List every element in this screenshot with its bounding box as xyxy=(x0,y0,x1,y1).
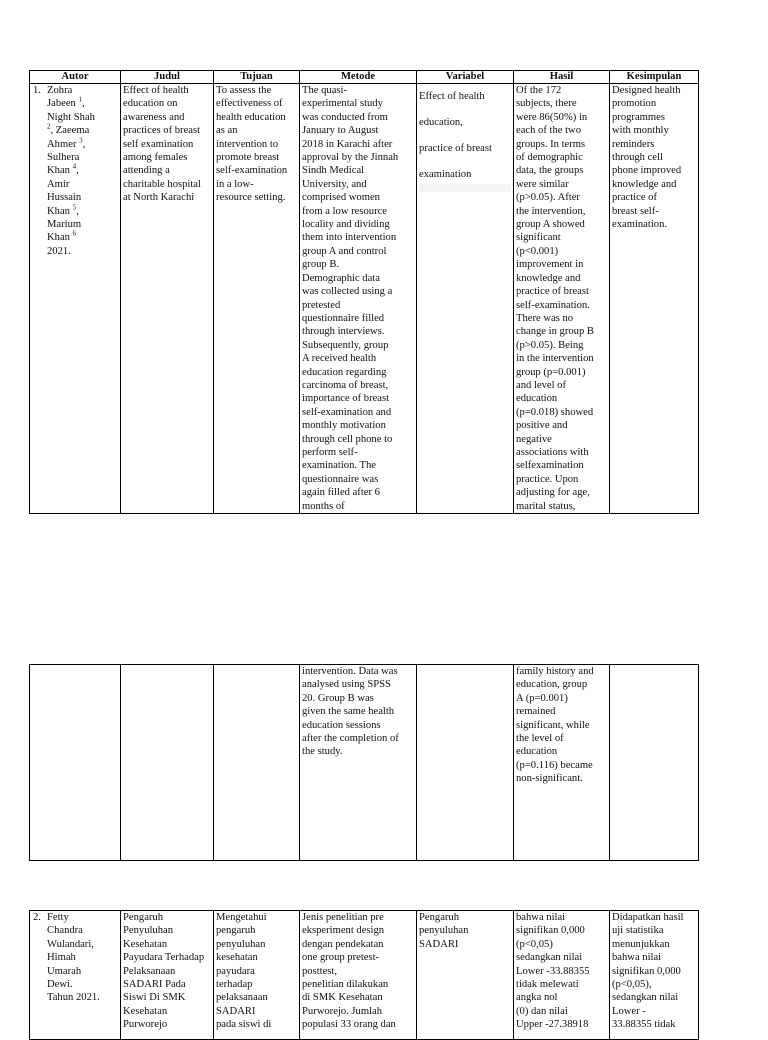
table-row xyxy=(30,665,699,861)
cell-autor xyxy=(30,911,121,1040)
cell-autor: 1. Zohra Jabeen $^1$, Night Shah $^2$, Zaeema Ahmer $^3$, Sulhera Khan $^4$, Amir Hussain Khan $^5$, Marium Khan $^6$ 2021. xyxy=(30,84,121,514)
variabel-text: Effect of health education, practice of breast examination xyxy=(419,91,492,180)
cell-judul xyxy=(121,665,214,861)
header-row xyxy=(30,71,699,84)
cell-hasil: Of the 172 subjects, there were 86(50%) in each of the two groups. In terms of demographic data, the groups were similar (p>0.05). After the intervention, group A showed significant (p<0.001) improvement in knowledge and practice of breast self-examination. There was no change in group B (p>0.05). Being in the intervention group (p=0.001) and level of education (p=0.018) showed positive and negative associations with selfexamination practice. Upon adjusting for age, marital status, xyxy=(514,84,610,514)
table-row xyxy=(30,911,699,1040)
cell-tujuan xyxy=(214,665,300,861)
cell-judul: Pengaruh Penyuluhan Kesehatan Payudara Terhadap Pelaksanaan SADARI Pada Siswi Di SMK Kesehatan Purworejo xyxy=(121,911,214,1040)
cell-kesimpulan xyxy=(610,665,699,861)
cell-hasil: bahwa nilai signifikan 0,000 (p<0,05) sedangkan nilai Lower -33.88355 tidak melewati angka nol (0) dan nilai Upper -27.38918 xyxy=(514,911,610,1040)
header-judul: Judul xyxy=(121,71,214,84)
table-row xyxy=(30,84,699,514)
cell-variabel xyxy=(417,665,514,861)
row-number: 2. xyxy=(33,912,41,923)
header-variabel: Variabel xyxy=(417,71,514,84)
literature-table-part-2 xyxy=(29,664,699,861)
cell-kesimpulan: Didapatkan hasil uji statistika menunjukkan bahwa nilai signifikan 0,000 (p<0,05), sedangkan nilai Lower - 33.88355 tidak xyxy=(610,911,699,1040)
autor-layout xyxy=(33,911,100,1005)
header-metode: Metode xyxy=(300,71,417,84)
literature-table-part-1 xyxy=(29,70,699,514)
cell-variabel: Pengaruh penyuluhan SADARI xyxy=(417,911,514,1040)
cell-tujuan: To assess the effectiveness of health education as an intervention to promote breast self-examination in a low- resource setting. xyxy=(214,84,300,514)
cell-autor xyxy=(30,665,121,861)
cell-metode: Jenis penelitian pre eksperiment design dengan pendekatan one group pretest- posttest, penelitian dilakukan di SMK Kesehatan Purworejo. Jumlah populasi 33 orang dan xyxy=(300,911,417,1040)
cell-metode: The quasi- experimental study was conducted from January to August 2018 in Karachi after approval by the Jinnah Sindh Medical University, and comprised women from a low resource locality and dividing them into intervention group A and control group B. Demographic data was collected using a pretested questionnaire filled through interviews. Subsequently, group A received health education regarding carcinoma of breast, importance of breast self-examination and monthly motivation through cell phone to perform self- examination. The questionnaire was again filled after 6 months of xyxy=(300,84,417,514)
cell-judul: Effect of health education on awareness and practices of breast self examination among females attending a charitable hospital at North Karachi xyxy=(121,84,214,514)
cell-variabel xyxy=(417,84,514,514)
cell-kesimpulan: Designed health promotion programmes with monthly reminders through cell phone improved knowledge and practice of breast self- examination. xyxy=(610,84,699,514)
literature-table-part-3 xyxy=(29,910,699,1040)
header-kesimpulan: Kesimpulan xyxy=(610,71,699,84)
cell-tujuan: Mengetahui pengaruh penyuluhan kesehatan payudara terhadap pelaksanaan SADARI pada siswi di xyxy=(214,911,300,1040)
header-hasil: Hasil xyxy=(514,71,610,84)
cell-hasil: family history and education, group A (p=0.001) remained significant, while the level of education (p=0.116) became non-significant. xyxy=(514,665,610,861)
header-autor: Autor xyxy=(30,71,121,84)
autor-text: Fetty Chandra Wulandari, Himah Umarah Dewi. Tahun 2021. xyxy=(47,912,100,1004)
header-tujuan: Tujuan xyxy=(214,71,300,84)
row-number: 1. xyxy=(33,85,41,96)
cell-metode: intervention. Data was analysed using SPSS 20. Group B was given the same health education sessions after the completion of the study. xyxy=(300,665,417,861)
shade-mark xyxy=(419,184,511,192)
